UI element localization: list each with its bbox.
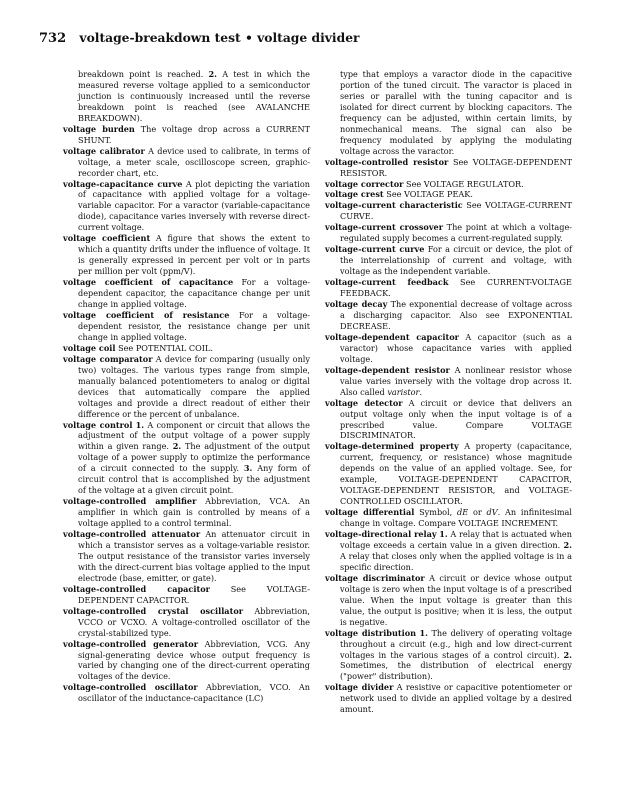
dictionary-entry [325,189,572,200]
dictionary-entry [63,584,310,606]
entry-term: voltage-determined property [325,441,459,452]
entry-term: voltage-current curve [325,244,425,255]
entry-term: voltage comparator [63,353,153,364]
definition-text: A device used to calibrate, in terms of voltage, a meter scale, oscilloscope screen, graphic-recorder chart, etc. [78,145,311,178]
left-entries [63,124,310,705]
dictionary-entry [325,332,572,365]
dictionary-entry [63,420,310,497]
definition-text: . [419,386,423,397]
italic-term: varistor [387,386,420,397]
running-header [39,30,599,48]
dictionary-entry [325,398,572,442]
entry-term: voltage detector [325,397,403,408]
entry-term: voltage discriminator [325,572,425,583]
definition-text: See VOLTAGE-CURRENT CURVE. [340,200,572,222]
dictionary-entry [325,244,572,277]
entry-term: voltage-current crossover [325,222,443,233]
dictionary-entry [325,157,572,179]
entry-term: voltage distribution [325,627,417,638]
definition-text: A resistive or capacitive potentiometer or network used to divide an applied voltage by a desired amount. [340,682,572,715]
dictionary-entry [325,365,572,398]
page-number: 732 [39,31,67,46]
entry-term: voltage-controlled crystal oscillator [63,605,244,616]
dictionary-entry [325,682,572,715]
dictionary-entry [325,222,572,244]
definition-text: A figure that shows the extent to which a quantity drifts under the influence of voltage. It is generally expressed in percent per volt or in parts per million per volt (ppm/V). [78,233,310,277]
dictionary-entry [63,529,310,584]
definition-text: . An infinitesimal change in voltage. Compare VOLTAGE INCREMENT. [340,507,572,529]
entry-term: voltage calibrator [63,145,145,156]
definition-text: See VOLTAGE-DEPENDENT CAPACITOR. [78,583,310,605]
entry-term: voltage control [63,419,133,430]
right-column [325,69,572,715]
sense-number: 1. [419,627,429,638]
sense-number: 2. [172,441,182,452]
definition-text: Abbreviation, VCO. An oscillator of the inductance-capacitance (LC) [78,682,310,704]
italic-term: dV [486,507,498,518]
entry-term: voltage differential [325,507,415,518]
dictionary-entry [325,507,572,529]
definition-text: See VOLTAGE-DEPENDENT RESISTOR. [340,156,572,178]
dictionary-entry [63,496,310,529]
dictionary-entry [63,606,310,639]
entry-term: voltage-controlled oscillator [63,682,198,693]
dictionary-entry [325,200,572,222]
definition-text: The voltage drop across a CURRENT SHUNT. [78,123,310,145]
entry-term: voltage-controlled attenuator [63,529,201,540]
definition-text: See POTENTIAL COIL. [118,342,213,353]
italic-term: dE [457,507,469,518]
entry-term: voltage-dependent resistor [325,364,450,375]
definition-text: A device for comparing (usually only two) voltages. The various types range from simple, manually balanced potentiometers to analog or digital devices that automatically compare the applied voltages and provide a direct readout of either their difference or the percent of unbalance. [78,353,310,419]
entry-term: voltage-dependent capacitor [325,331,459,342]
sense-text: Sometimes, the distribution of electrical energy ("power" distribution). [340,660,572,682]
dictionary-entry [325,529,572,573]
definition-text: A nonlinear resistor whose value varies inversely with the voltage drop across it. Also called [340,364,572,397]
entry-term: voltage coefficient of resistance [63,309,230,320]
definition-text: A capacitor (such as a varactor) whose capacitance varies with applied voltage. [340,331,572,364]
dictionary-entry [63,310,310,343]
sense-number: 1. [135,419,145,430]
entry-term: voltage-controlled amplifier [63,496,197,507]
dictionary-entry [63,682,310,704]
right-entries [325,157,572,716]
entry-term: voltage coefficient of capacitance [63,277,234,288]
sense-text: The delivery of operating voltage throughout a circuit (e.g., high and low direct-current voltages in the various stages of a control circuit). [340,627,572,660]
definition-text: Abbreviation, VCG. Any signal-generating device whose output frequency is varied by changing one of the direct-current operating voltages of the device. [78,638,310,682]
dictionary-entry [63,277,310,310]
continuation-text: breakdown point is reached. 2. A test in which the measured reverse voltage applied to a semiconductor junction is continuously increased until the reverse breakdown point is reached (see AVALANCHE BREAKDOWN). [78,69,310,123]
definition-text: A circuit or device that delivers an output voltage only when the input voltage is of a prescribed value. Compare VOLTAGE DISCRIMINATOR. [340,397,572,441]
entry-term: voltage coil [63,342,116,353]
entry-term: voltage divider [325,682,394,693]
definition-text: Symbol, [419,507,453,518]
dictionary-entry [63,233,310,277]
entry-term: voltage-current characteristic [325,200,463,211]
dictionary-entry [325,299,572,332]
sense-text: A relay that closes only when the applied voltage is in a specific direction. [340,550,572,572]
definition-text: A property (capacitance, current, frequency, or resistance) whose magnitude depends on the value of an applied voltage. See, for example, VOLTAGE-DEPENDENT CAPACITOR, VOLTAGE-DEPENDENT RESISTOR, and VOLTAGE-CONTROLLED OSCILLATOR. [340,441,572,507]
definition-text: See VOLTAGE PEAK. [386,189,473,200]
definition-text: A circuit or device whose output voltage is zero when the input voltage is of a prescribed value. When the input voltage is greater than this value, the output is positive; when it is less, the output is negative. [340,572,572,627]
sense-text: A component or circuit that allows the adjustment of the output voltage of a power supply within a given range. [78,419,310,452]
dictionary-entry [325,441,572,507]
dictionary-entry [63,146,310,179]
definition-text: A plot depicting the variation of capacitance with applied voltage for a voltage-variable capacitor. For a varactor (variable-capacitance diode), capacitance varies inversely with reverse direct-current voltage. [78,178,310,233]
definition-text: Abbreviation, VCA. An amplifier in which gain is controlled by means of a voltage applied to a control terminal. [78,496,310,529]
definition-text: See CURRENT-VOLTAGE FEEDBACK. [340,277,572,299]
definition-text: Abbreviation, VCCO or VCXO. A voltage-controlled oscillator of the crystal-stabilized type. [78,605,310,638]
continuation-text: type that employs a varactor diode in the capacitive portion of the tuned circuit. The varactor is placed in series or parallel with the tuning capacitor and is isolated for direct current by blocking capacitors. The frequency can be adjusted, within certain limits, by nonmechanical means. The signal can also be frequency modulated by applying the modulating voltage across the varactor. [340,69,572,156]
dictionary-entry [63,179,310,234]
left-column [63,69,310,704]
entry-term: voltage corrector [325,178,404,189]
sense-number: 2. [563,539,572,550]
sense-number: 2. [563,649,572,660]
sense-text: Any form of circuit control that is accomplished by the adjustment of the voltage at a given circuit point. [78,463,310,496]
sense-text: The adjustment of the output voltage of a power supply to optimize the performance of a circuit connected to the supply. [78,441,311,474]
definition-text: The point at which a voltage-regulated supply becomes a current-regulated supply. [340,222,572,244]
dictionary-entry [63,124,310,146]
entry-term: voltage decay [325,299,388,310]
definition-text: or [472,507,482,518]
entry-term: voltage crest [325,189,384,200]
dictionary-entry [63,639,310,683]
entry-term: voltage-controlled resistor [325,156,449,167]
definition-text: For a circuit or device, the plot of the interrelationship of current and voltage, with voltage as the independent variable. [340,244,572,277]
definition-text: The exponential decrease of voltage across a discharging capacitor. Also see EXPONENTIAL DECREASE. [340,299,572,331]
sense-number: 3. [243,463,253,474]
entry-term: voltage-controlled capacitor [63,583,210,594]
definition-text: For a voltage-dependent resistor, the resistance change per unit change in applied voltage. [78,309,310,342]
entry-term: voltage coefficient [63,233,151,244]
dictionary-entry [63,343,310,354]
dictionary-entry [325,277,572,299]
entry-term: voltage-capacitance curve [63,178,183,189]
definition-text: For a voltage-dependent capacitor, the capacitance change per unit change in applied voltage. [78,277,310,310]
entry-term: voltage-controlled generator [63,638,199,649]
definition-text: An attenuator circuit in which a transistor serves as a voltage-variable resistor. The output resistance of the transistor varies inversely with the direct-current bias voltage applied to the input electrode (base, emitter, or gate). [78,529,310,583]
definition-text: See VOLTAGE REGULATOR. [406,178,524,189]
dictionary-entry [63,354,310,420]
running-title: voltage-breakdown test • voltage divider [79,30,360,45]
entry-term: voltage-current feedback [325,277,449,288]
entry-term: voltage-directional relay [325,529,437,540]
entry-term: voltage burden [63,123,135,134]
dictionary-entry [325,628,572,683]
dictionary-entry [325,179,572,190]
sense-text: A relay that is actuated when voltage exceeds a certain value in a given direction. [340,529,572,550]
dictionary-entry [325,573,572,628]
sense-number: 1. [439,529,448,540]
